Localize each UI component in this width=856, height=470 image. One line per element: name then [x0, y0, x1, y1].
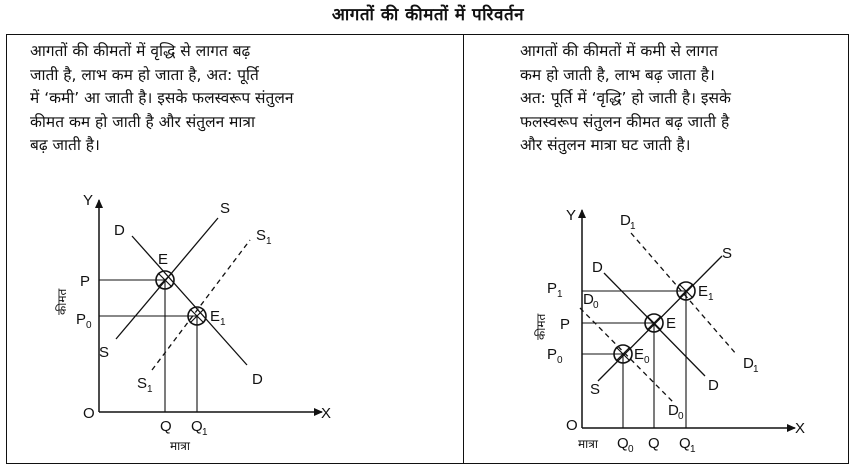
- right-line-3: अत: पूर्ति में ‘वृद्धि’ हो जाती है। इसके: [520, 89, 731, 107]
- left-quantity-axis-title: मात्रा: [170, 439, 191, 453]
- right-label-s-top: S: [722, 245, 733, 262]
- left-label-e1-sub: 1: [220, 317, 226, 328]
- left-label-e: E: [158, 251, 169, 268]
- right-price-axis-title: कीमत: [534, 313, 548, 340]
- left-price-axis-title: कीमत: [55, 288, 69, 315]
- right-label-d0-bottom: D: [668, 402, 679, 419]
- right-label-d1-top: D: [620, 212, 631, 229]
- right-line-2: कम हो जाती है, लाभ बढ़ जाता है।: [520, 65, 715, 84]
- right-x-axis-label: X: [795, 420, 806, 437]
- right-label-q1-sub: 1: [690, 444, 696, 455]
- right-label-p: P: [560, 316, 571, 333]
- right-label-p0-sub: 0: [557, 355, 563, 366]
- left-label-q: Q: [160, 418, 172, 435]
- left-label-d-top: D: [114, 222, 125, 239]
- right-label-d0-bottom-sub: 0: [678, 411, 684, 422]
- left-label-e1: E: [210, 308, 221, 325]
- left-origin-label: O: [83, 405, 95, 422]
- right-label-p0: P: [547, 346, 558, 363]
- left-label-s1-top-sub: 1: [266, 236, 272, 247]
- left-y-axis-label: Y: [83, 192, 94, 209]
- left-line-4: कीमत कम हो जाती है और संतुलन मात्रा: [30, 112, 256, 131]
- left-label-d-bottom: D: [252, 371, 263, 388]
- right-label-q0-sub: 0: [628, 444, 634, 455]
- right-label-p1: P: [547, 280, 558, 297]
- right-label-d0-top-sub: 0: [593, 300, 599, 311]
- left-label-p: P: [80, 273, 91, 290]
- right-supply-curve: [598, 256, 722, 381]
- right-label-d1-top-sub: 1: [630, 221, 636, 232]
- left-label-p0: P: [76, 311, 87, 328]
- left-line-5: बढ़ जाती है।: [30, 136, 100, 154]
- left-line-2: जाती है, लाभ कम हो जाता है, अत: पूर्ति: [30, 65, 259, 84]
- right-line-5: और संतुलन मात्रा घट जाती है।: [520, 136, 691, 154]
- left-label-q1-sub: 1: [202, 427, 208, 438]
- left-label-q1: Q: [191, 418, 203, 435]
- right-label-d-top: D: [592, 259, 603, 276]
- right-label-p1-sub: 1: [557, 289, 563, 300]
- left-label-p0-sub: 0: [86, 320, 92, 331]
- right-label-q1: Q: [679, 435, 691, 452]
- right-label-d-bottom: D: [708, 377, 719, 394]
- right-label-q0: Q: [617, 435, 629, 452]
- right-origin-label: O: [566, 417, 578, 434]
- left-label-s1-bottom-sub: 1: [147, 384, 153, 395]
- right-line-1: आगतों की कीमतों में कमी से लागत: [520, 42, 718, 60]
- left-label-s1-top: S: [256, 227, 267, 244]
- right-label-e1-sub: 1: [708, 292, 714, 303]
- right-label-d0-top: D: [583, 291, 594, 308]
- left-line-1: आगतों की कीमतों में वृद्धि से लागत बढ़: [30, 42, 251, 60]
- left-label-s-bottom: S: [99, 344, 110, 361]
- right-label-s-bottom: S: [590, 381, 601, 398]
- right-quantity-axis-title: मात्रा: [578, 437, 599, 451]
- left-graph: [55, 192, 331, 453]
- right-label-e0-sub: 0: [644, 355, 650, 366]
- right-graph: [534, 207, 805, 455]
- right-label-q: Q: [648, 435, 660, 452]
- right-label-e: E: [666, 315, 677, 332]
- right-label-d1-bottom-sub: 1: [753, 364, 759, 375]
- page-title: आगतों की कीमतों में परिवर्तन: [331, 5, 525, 25]
- left-label-s-top: S: [220, 200, 231, 217]
- right-label-d1-bottom: D: [743, 355, 754, 372]
- right-y-axis-label: Y: [566, 207, 577, 224]
- right-label-e0: E: [634, 346, 645, 363]
- right-label-e1: E: [698, 283, 709, 300]
- right-line-4: फलस्वरूप संतुलन कीमत बढ़ जाती है: [520, 112, 730, 131]
- left-label-s1-bottom: S: [137, 375, 148, 392]
- left-line-3: में ‘कमी’ आ जाती है। इसके फलस्वरूप संतुलन: [30, 89, 294, 107]
- left-x-axis-label: X: [321, 405, 332, 422]
